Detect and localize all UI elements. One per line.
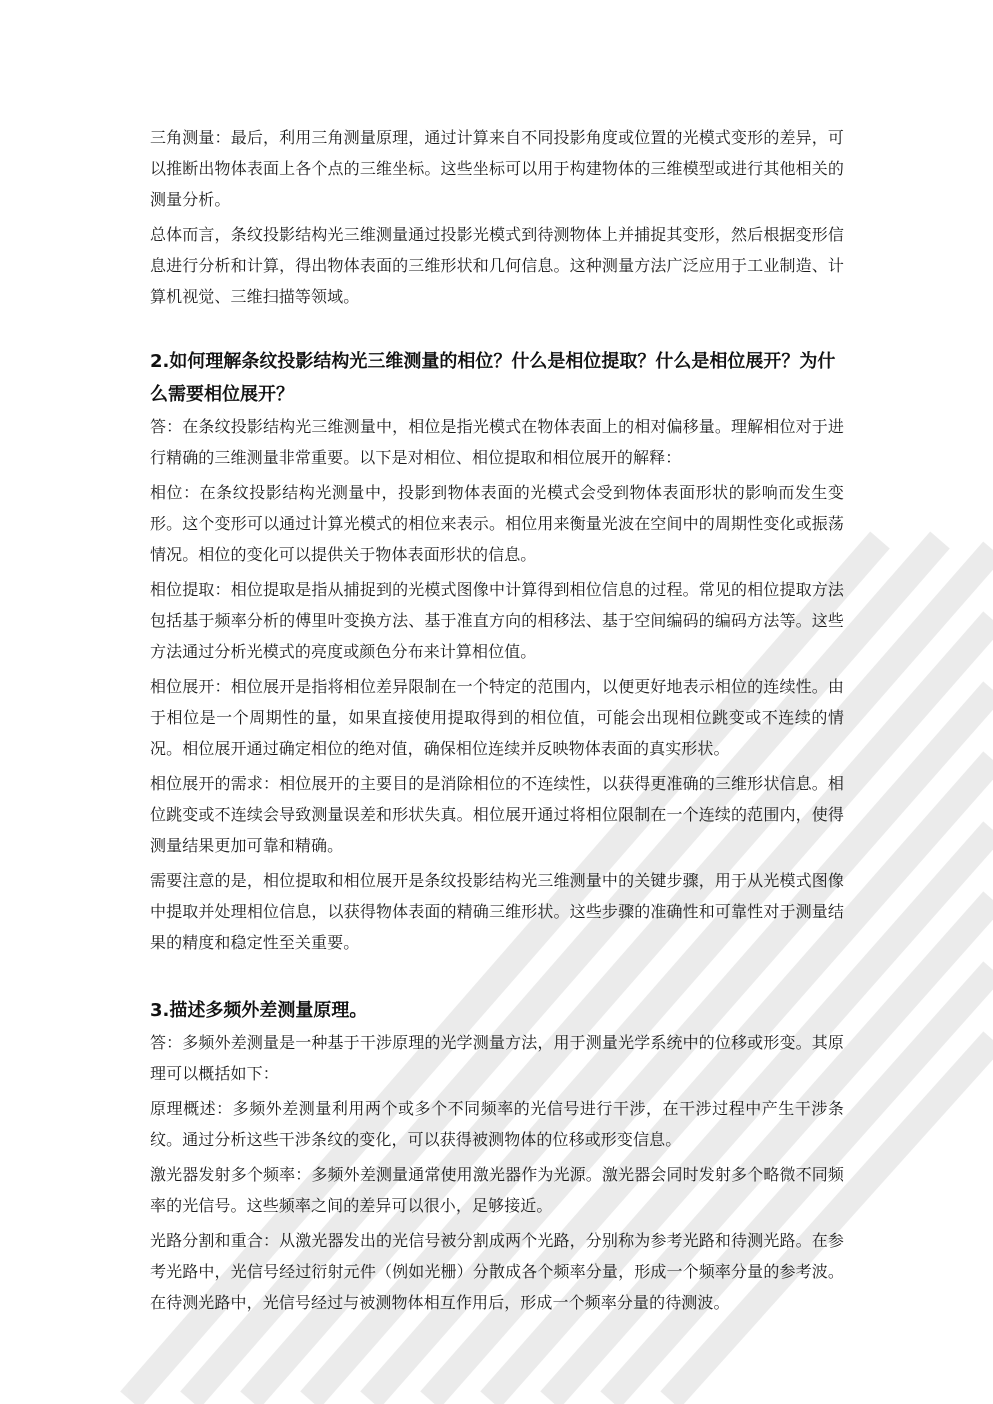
section-2-note: 需要注意的是，相位提取和相位展开是条纹投影结构光三维测量中的关键步骤，用于从光模式图像中提取并处理相位信息，以获得物体表面的精确三维形状。这些步骤的准确性和可靠性对于测量结果的精度和稳定性至关重要。 (150, 871, 844, 952)
section-2-phase-extraction: 相位提取：相位提取是指从捕捉到的光模式图像中计算得到相位信息的过程。常见的相位提取方法包括基于频率分析的傅里叶变换方法、基于准直方向的相移法、基于空间编码的编码方法等。这些方法通过分析光模式的亮度或颜色分布来计算相位值。 (150, 580, 844, 661)
section-3-principle: 原理概述：多频外差测量利用两个或多个不同频率的光信号进行干涉，在干涉过程中产生干涉条纹。通过分析这些干涉条纹的变化，可以获得被测物体的位移或形变信息。 (150, 1099, 844, 1149)
section-2-answer: 答：在条纹投影结构光三维测量中，相位是指光模式在物体表面上的相对偏移量。理解相位对于进行精确的三维测量非常重要。以下是对相位、相位提取和相位展开的解释： (150, 417, 844, 467)
intro-paragraph-summary: 总体而言，条纹投影结构光三维测量通过投影光模式到待测物体上并捕捉其变形，然后根据变形信息进行分析和计算，得出物体表面的三维形状和几何信息。这种测量方法广泛应用于工业制造、计算机视觉、三维扫描等领域。 (150, 225, 844, 306)
section-3-laser: 激光器发射多个频率：多频外差测量通常使用激光器作为光源。激光器会同时发射多个略微不同频率的光信号。这些频率之间的差异可以很小，足够接近。 (150, 1165, 844, 1215)
section-2-phase: 相位：在条纹投影结构光测量中，投影到物体表面的光模式会受到物体表面形状的影响而发生变形。这个变形可以通过计算光模式的相位来表示。相位用来衡量光波在空间中的周期性变化或振荡情况。相位的变化可以提供关于物体表面形状的信息。 (150, 483, 844, 564)
section-2-phase-unwrapping: 相位展开：相位展开是指将相位差异限制在一个特定的范围内，以便更好地表示相位的连续性。由于相位是一个周期性的量，如果直接使用提取得到的相位值，可能会出现相位跳变或不连续的情况。相位展开通过确定相位的绝对值，确保相位连续并反映物体表面的真实形状。 (150, 677, 844, 758)
section-2-unwrapping-need: 相位展开的需求：相位展开的主要目的是消除相位的不连续性，以获得更准确的三维形状信息。相位跳变或不连续会导致测量误差和形状失真。相位展开通过将相位限制在一个连续的范围内，使得测量结果更加可靠和精确。 (150, 774, 844, 855)
section-3-heading: 3.描述多频外差测量原理。 (150, 1000, 368, 1021)
section-3-optical-path: 光路分割和重合：从激光器发出的光信号被分割成两个光路，分别称为参考光路和待测光路。在参考光路中，光信号经过衍射元件（例如光栅）分散成各个频率分量，形成一个频率分量的参考波。在待测光路中，光信号经过与被测物体相互作用后，形成一个频率分量的待测波。 (150, 1231, 844, 1312)
section-2-heading: 2.如何理解条纹投影结构光三维测量的相位？什么是相位提取？什么是相位展开？为什么需要相位展开？ (150, 351, 836, 405)
section-3-answer: 答：多频外差测量是一种基于干涉原理的光学测量方法，用于测量光学系统中的位移或形变。其原理可以概括如下： (150, 1033, 844, 1083)
document-page (150, 122, 844, 1322)
intro-paragraph-triangulation: 三角测量：最后，利用三角测量原理，通过计算来自不同投影角度或位置的光模式变形的差异，可以推断出物体表面上各个点的三维坐标。这些坐标可以用于构建物体的三维模型或进行其他相关的测量分析。 (150, 128, 844, 209)
